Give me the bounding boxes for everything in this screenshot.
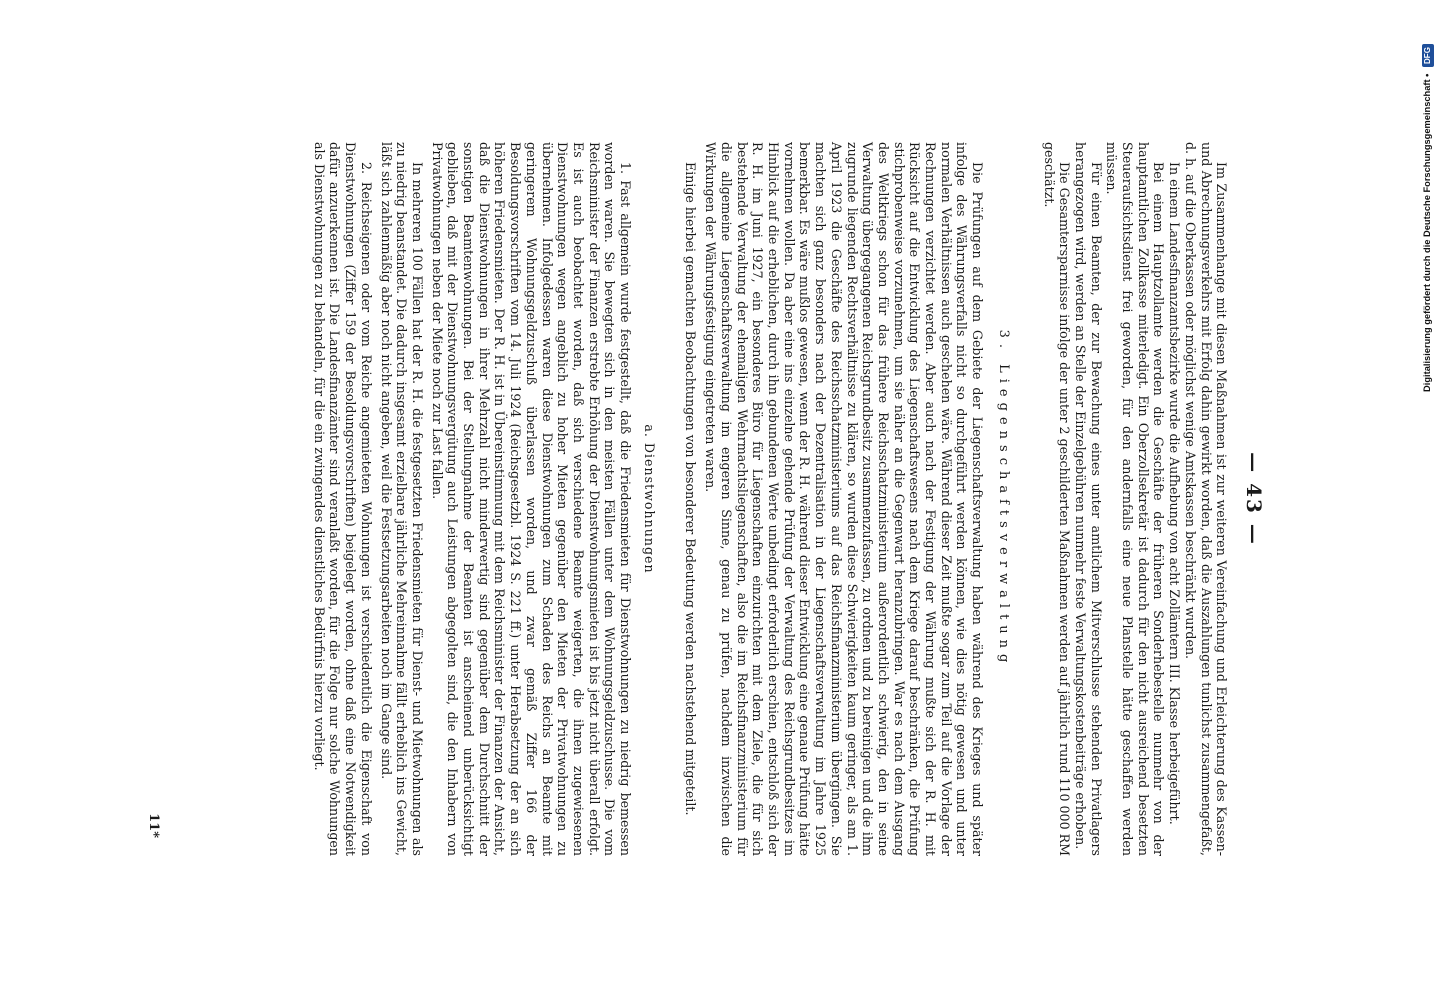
page-number: — 43 —	[1242, 452, 1266, 546]
top-paragraphs	[1041, 142, 1229, 856]
sub-heading: a. Dienstwohnungen	[641, 424, 657, 574]
rotated-document-page	[117, 120, 1317, 880]
digitization-credit	[1419, 0, 1434, 603]
paragraph: 1. Fast allgemein wurde festgestellt, daß die Friedensmieten für Dienstwohnungen zu niedrig bemessen worden waren. Sie bewegten sich in den meisten Fällen unter dem Wohnungsgeldzuschusse. Die vom Reichsminister der Finanzen erstrebte Erhöhung der Dienstwohnungsmieten ist bis jetzt nicht überall erfolgt. Es ist auch beobachtet worden, daß sich verschiedene Beamte weigerten, die ihnen zugewiesenen Dienstwohnungen wegen angeblich zu hoher Mieten gegenüber den Mieten der Privatwohnungen zu übernehmen. Infolgedessen waren diese Dienstwohnungen zum Schaden des Reichs an Beamte mit geringerem Wohnungsgeldzuschuß überlassen worden, und zwar gemäß Ziffer 166 der Besoldungsvorschriften vom 14. Juli 1924 (Reichsgesetzbl. 1924 S. 221 ff.) unter Herabsetzung der an sich höheren Friedensmieten. Der R. H. ist in Übereinstimmung mit dem Reichsminister der Finanzen der Ansicht, daß die Dienstwohnungen in ihrer Mehrzahl nicht minderwertig sind gegenüber dem Durchschnitt der sonstigen Beamtenwohnungen. Bei der Stellungnahme der Beamten ist anscheinend unberücksichtigt geblieben, daß mit der Dienstwohnungsvergütung auch Leistungen abgegolten sind, die den Inhabern von Privatwohnungen neben der Miete noch zur Last fallen.	[429, 142, 634, 856]
paragraph: Die Gesamtersparnisse infolge der unter 2 geschilderten Maßnahmen werden auf jährlich rund 110 000 RM geschätzt.	[1041, 142, 1073, 856]
paragraph: Im Zusammenhange mit diesen Maßnahmen ist zur weiteren Vereinfachung und Erleichterung des Kassen- und Abrechnungsverkehrs mit Erfolg dahin gewirkt worden, daß die Auszahlungen tunlichst zusammengefaßt, d. h. auf die Oberkassen oder möglichst wenige Amtskassen beschränkt wurden.	[1182, 142, 1230, 856]
signature-marker: 11*	[145, 813, 161, 838]
dfg-badge: DFG	[1422, 44, 1434, 67]
paragraph: In einem Landesfinanzamtsbezirke wurde die Aufhebung von acht Zollämtern III. Klasse herbeigeführt.	[1167, 162, 1183, 825]
paragraph: Bei einem Hauptzollamte werden die Geschäfte der früheren Sonderhebestelle nunmehr von der hauptamtlichen Zollkasse miterledigt. Ein Oberzollsekretär ist dadurch für den nicht ausreichend besetzten Steueraufsichtsdienst frei geworden, für den andernfalls eine neue Planstelle hätte geschaffen werden müssen.	[1104, 142, 1167, 856]
middle-paragraphs	[683, 142, 985, 856]
bottom-paragraphs	[311, 142, 633, 856]
paragraph: Einige hierbei gemachten Beobachtungen von besonderer Bedeutung werden nachstehend mitgeteilt.	[683, 162, 699, 816]
paragraph: 2. Reichseigenen oder vom Reiche angemieteten Wohnungen ist verschiedentlich die Eigenschaft von Dienstwohnungen (Ziffer 159 der Besoldungsvorschriften) beigelegt worden, ohne daß eine Notwendigkeit dafür anzuerkennen ist. Die Landesfinanzämter sind veranlaßt worden, für die Folge nur solche Wohnungen als Dienstwohnungen zu behandeln, für die ein zwingendes dienstliches Bedürfnis hierzu vorliegt.	[311, 142, 374, 856]
paragraph: Für einen Beamten, der zur Bewachung eines unter amtlichem Mitverschlusse stehenden Privatlagers herangezogen wird, werden an Stelle der Einzelgebühren nunmehr feste Verwaltungskostenbeiträge erhoben.	[1072, 142, 1104, 856]
digitization-credit-text: Digitalisierung gefördert durch die Deutsche Forschungsgemeinschaft •	[1422, 73, 1432, 392]
paragraph: Die Prüfungen auf dem Gebiete der Liegenschaftsverwaltung haben während des Krieges und später infolge des Währungsverfalls nicht so durchgeführt werden können, wie dies nötig gewesen und unter normalen Verhältnissen auch geschehen wäre. Während dieser Zeit mußte sogar zum Teil auf die Vorlage der Rechnungen verzichtet werden. Aber auch nach der Festigung der Währung mußte sich der R. H. mit Rücksicht auf die Entwicklung des Liegenschaftswesens nach dem Kriege darauf beschränken, die Prüfung stichprobenweise vorzunehmen, um sie näher an die Gegenwart heranzubringen. War es nach dem Ausgang des Weltkriegs schon für das frühere Reichsschatzministerium außerordentlich schwierig, den in seine Verwaltung übergegangenen Reichsgrundbesitz zusammenzufassen, zu ordnen und zu bereinigen und die ihm zugrunde liegenden Rechtsverhältnisse zu klären, so wurden diese Schwierigkeiten kaum geringer, als am 1. April 1923 die Geschäfte des Reichsschatzministeriums auf das Reichsfinanzministerium übergingen. Sie machten sich ganz besonders nach der Dezentralisation in der Liegenschaftsverwaltung im Jahre 1925 bemerkbar. Es wäre mußlos gewesen, wenn der R. H. während dieser Entwicklung eine genaue Prüfung hätte vornehmen wollen. Da aber eine ins einzelne gehende Prüfung der Verwaltung des Reichsgrundbesitzes im Hinblick auf die erheblichen, durch ihn gebundenen Werte unbedingt erforderlich erschien, entschloß sich der R. H. im Juni 1927, ein besonderes Büro für Liegenschaften einzurichten mit dem Ziele, die für sich bestehende Verwaltung der ehemaligen Wehrmachtsliegenschaften, also die im Reichsfinanzministerium für die allgemeine Liegenschaftsverwaltung im engeren Sinne, genau zu prüfen, nachdem inzwischen die Wirkungen der Währungsfestigung eingetreten waren.	[703, 142, 986, 856]
section-heading: 3. Liegenschaftsverwaltung	[995, 329, 1011, 669]
paragraph: In mehreren 100 Fällen hat der R. H. die festgesetzten Friedensmieten für Dienst- und Mietwohnungen als zu niedrig beanstandet. Die dadurch insgesamt erzielbare jährliche Mehreinnahme fällt erheblich ins Gewicht, läßt sich zahlenmäßig aber noch nicht angeben, weil die Festsetzungsarbeiten noch im Gange sind.	[378, 142, 425, 856]
